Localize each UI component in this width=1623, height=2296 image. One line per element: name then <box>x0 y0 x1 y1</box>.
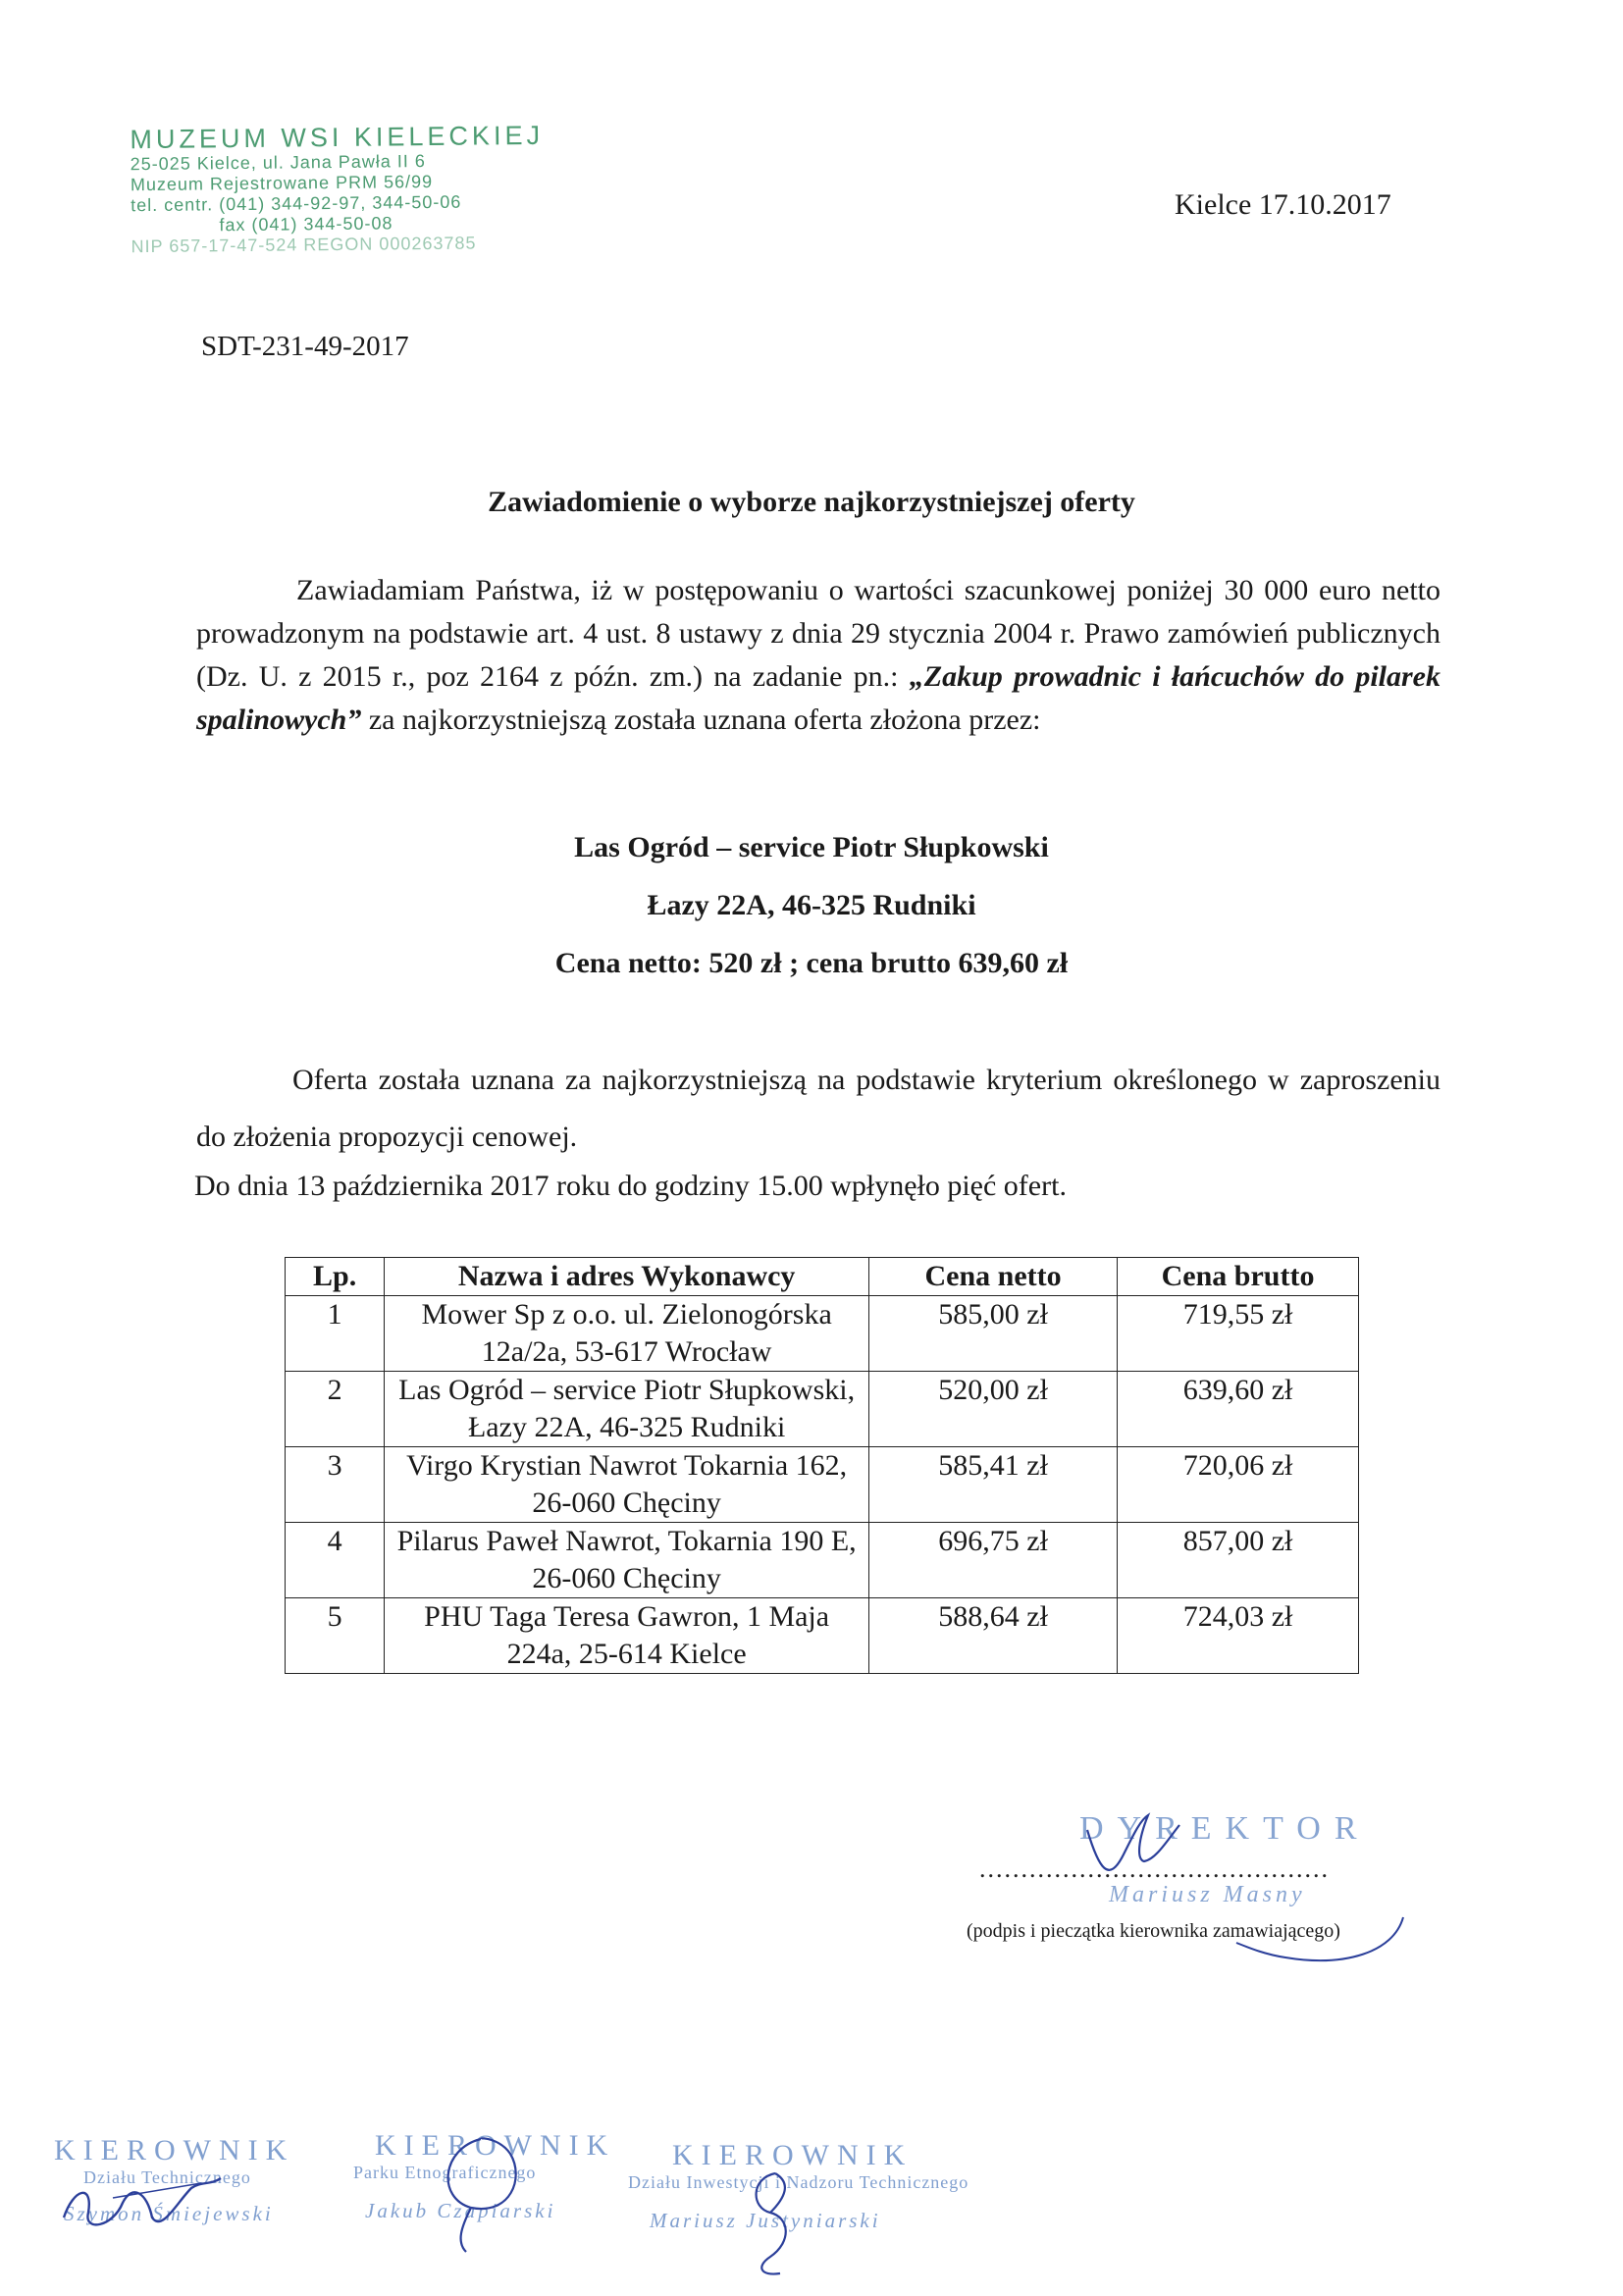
row-net-price: 585,41 zł <box>869 1447 1118 1523</box>
head-stamp-title: KIEROWNIK <box>672 2139 914 2171</box>
row-contractor: Virgo Krystian Nawrot Tokarnia 162, 26-060 Chęciny <box>385 1447 869 1523</box>
signature-flourish <box>1227 1913 1413 1972</box>
header-lp: Lp. <box>286 1258 385 1296</box>
row-contractor: Las Ogród – service Piotr Słupkowski, Łazy 22A, 46-325 Rudniki <box>385 1372 869 1447</box>
table-row <box>286 1372 1359 1447</box>
head-signature-technical <box>54 2164 226 2242</box>
stamp-line-address: 25-025 Kielce, ul. Jana Pawła II 6 <box>130 151 426 175</box>
justification-paragraph <box>196 1052 1440 1166</box>
head-signature-investments <box>731 2164 810 2281</box>
offers-table <box>285 1257 1359 1674</box>
place-date: Kielce 17.10.2017 <box>1175 188 1391 221</box>
row-gross-price: 639,60 zł <box>1118 1372 1359 1447</box>
row-gross-price: 724,03 zł <box>1118 1598 1359 1674</box>
letterhead-stamp <box>130 121 543 257</box>
stamp-line-nip: NIP 657-17-47-524 REGON 000263785 <box>131 233 477 257</box>
director-signature <box>1079 1800 1187 1889</box>
table-row <box>286 1523 1359 1598</box>
row-net-price: 588,64 zł <box>869 1598 1118 1674</box>
winner-address: Łazy 22A, 46-325 Rudniki <box>647 889 976 921</box>
head-stamp-title: KIEROWNIK <box>375 2129 616 2162</box>
director-stamp-name: Mariusz Masny <box>1109 1882 1306 1907</box>
row-lp: 4 <box>286 1523 385 1598</box>
header-contractor: Nazwa i adres Wykonawcy <box>385 1258 869 1296</box>
row-lp: 3 <box>286 1447 385 1523</box>
row-net-price: 585,00 zł <box>869 1296 1118 1372</box>
reference-number: SDT-231-49-2017 <box>201 331 409 362</box>
row-contractor: Mower Sp z o.o. ul. Zielonogórska 12a/2a, 53-617 Wrocław <box>385 1296 869 1372</box>
stamp-line-institution: MUZEUM WSI KIELECKIEJ <box>130 120 545 155</box>
stamp-line-fax: fax (041) 344-50-08 <box>219 213 393 235</box>
row-gross-price: 719,55 zł <box>1118 1296 1359 1372</box>
signature-dotted-line: .......................................... <box>979 1854 1330 1883</box>
head-stamp-department: Parku Etnograficznego <box>353 2163 537 2182</box>
head-stamp-department: Działu Technicznego <box>83 2167 251 2187</box>
head-stamp-name: Szymon Śmiejewski <box>64 2202 274 2225</box>
head-stamp-name: Jakub Czapiarski <box>365 2199 556 2222</box>
signature-caption: (podpis i pieczątka kierownika zamawiającego) <box>967 1920 1340 1942</box>
header-net-price: Cena netto <box>869 1258 1118 1296</box>
row-gross-price: 857,00 zł <box>1118 1523 1359 1598</box>
task-name: „Zakup prowadnic i łańcuchów do pilarek spalinowych” <box>196 660 1441 736</box>
table-row <box>286 1447 1359 1523</box>
intro-paragraph <box>196 569 1440 742</box>
stamp-line-registry: Muzeum Rejestrowane PRM 56/99 <box>130 171 434 195</box>
director-stamp-title: DYREKTOR <box>1079 1810 1371 1847</box>
row-lp: 2 <box>286 1372 385 1447</box>
head-stamp-department: Działu Inwestycji i Nadzoru Technicznego <box>628 2172 969 2192</box>
row-lp: 1 <box>286 1296 385 1372</box>
row-net-price: 696,75 zł <box>869 1523 1118 1598</box>
row-contractor: Pilarus Paweł Nawrot, Tokarnia 190 E, 26-060 Chęciny <box>385 1523 869 1598</box>
head-stamp-name: Mariusz Justyniarski <box>650 2209 881 2232</box>
head-signature-ethnographic-park <box>422 2129 540 2257</box>
deadline-note: Do dnia 13 października 2017 roku do godziny 15.00 wpłynęło pięć ofert. <box>194 1170 1067 1202</box>
intro-text-after: za najkorzystniejszą została uznana oferta złożona przez: <box>368 704 1041 736</box>
intro-text-before: Zawiadamiam Państwa, iż w postępowaniu o wartości szacunkowej poniżej 30 000 euro netto prowadzonym na podstawie art. 4 ust. 8 ustawy z dnia 29 stycznia 2004 r. Prawo zamówień publicznych (Dz. U. z 2015 r., poz 2164 z późn. zm.) na zadanie pn.: <box>196 574 1440 693</box>
row-net-price: 520,00 zł <box>869 1372 1118 1447</box>
row-lp: 5 <box>286 1598 385 1674</box>
table-row <box>286 1296 1359 1372</box>
row-contractor: PHU Taga Teresa Gawron, 1 Maja 224a, 25-614 Kielce <box>385 1598 869 1674</box>
winner-name: Las Ogród – service Piotr Słupkowski <box>574 831 1049 863</box>
table-row <box>286 1598 1359 1674</box>
winner-price: Cena netto: 520 zł ; cena brutto 639,60 zł <box>554 947 1069 979</box>
head-stamp-title: KIEROWNIK <box>54 2134 295 2166</box>
stamp-line-phone: tel. centr. (041) 344-92-97, 344-50-06 <box>131 191 462 216</box>
justification-text: Oferta została uznana za najkorzystniejszą na podstawie kryterium określonego w zaproszeniu do złożenia propozycji cenowej. <box>196 1064 1440 1153</box>
header-gross-price: Cena brutto <box>1118 1258 1359 1296</box>
document-title: Zawiadomienie o wyborze najkorzystniejszej oferty <box>488 486 1135 518</box>
table-header-row <box>286 1258 1359 1296</box>
row-gross-price: 720,06 zł <box>1118 1447 1359 1523</box>
